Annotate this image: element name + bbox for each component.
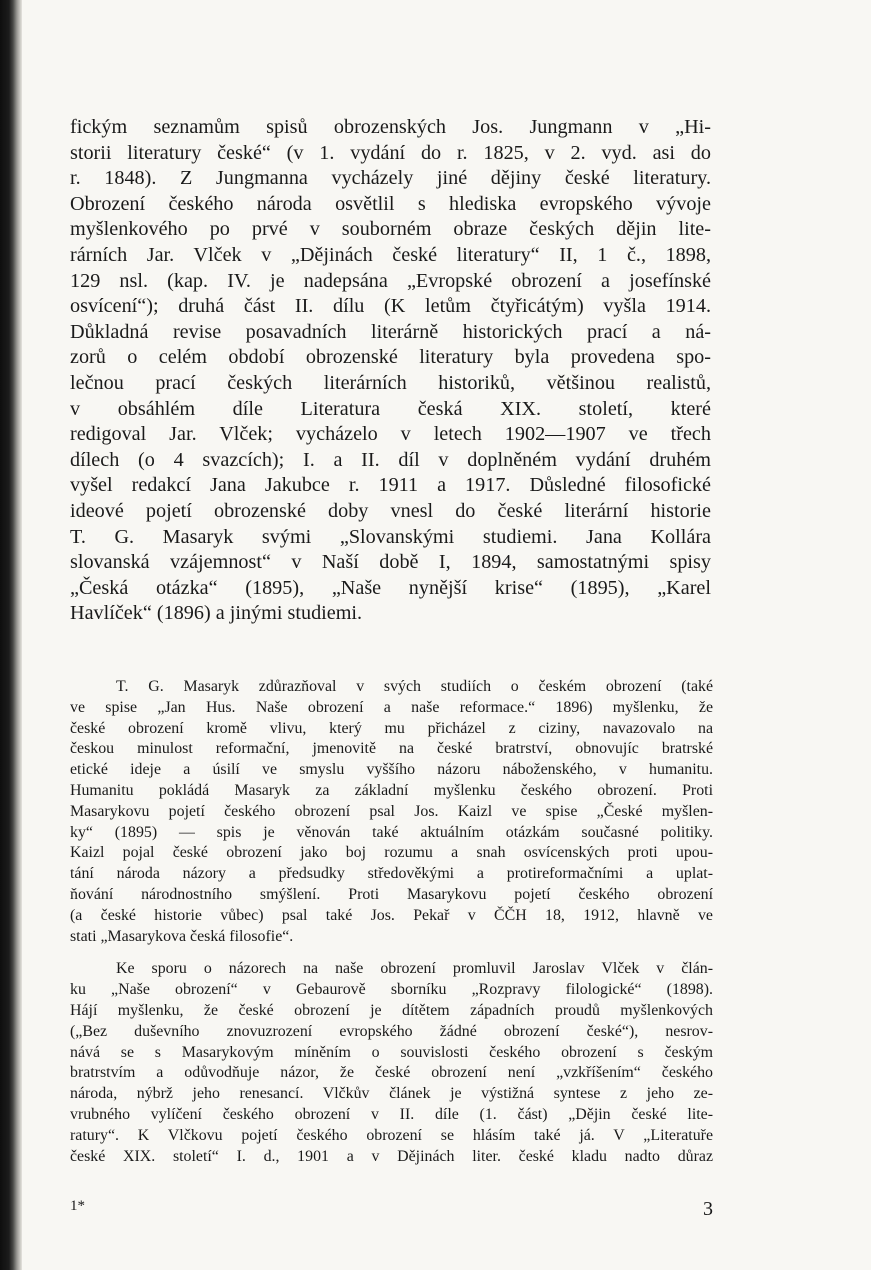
signature-mark: 1* (70, 1198, 85, 1214)
note-line: stati „Masarykova česká filosofie“. (70, 927, 294, 945)
note-line: (a české historie vůbec) psal také Jos. Pekař v ČČH 18, 1912, hlavně ve (70, 906, 713, 924)
note-line: ňování národnostního smýšlení. Proti Masarykovu pojetí českého obrození (70, 885, 713, 903)
main-line: r. 1848). Z Jungmanna vycházely jiné dějiny české literatury. (70, 167, 711, 190)
main-line: redigoval Jar. Vlček; vycházelo v letech 1902—1907 ve třech (70, 423, 711, 446)
main-line: myšlenkového po prvé v souborném obraze českých dějin lite- (70, 218, 711, 241)
note-line: Masarykovu pojetí českého obrození psal Jos. Kaizl ve spise „České myšlen- (70, 802, 713, 820)
main-line: Havlíček“ (1896) a jinými studiemi. (70, 602, 363, 625)
paragraph-gap (70, 947, 713, 959)
main-line: lečnou prací českých literárních historiků, většinou realistů, (70, 371, 711, 394)
main-line: vyšel redakcí Jana Jakubce r. 1911 a 1917. Důsledné filosofické (70, 474, 711, 497)
page-number: 3 (703, 1198, 713, 1220)
note-line: nává se s Masarykovým míněním o souvislosti českého obrození s českým (70, 1043, 713, 1061)
notes-text (70, 677, 713, 1167)
note-line: ratury“. K Vlčkovu pojetí českého obrození se hlásím také já. V „Literatuře (70, 1126, 713, 1144)
note-line: Ke sporu o názorech na naše obrození promluvil Jaroslav Vlček v člán- (116, 960, 713, 978)
main-line: storii literatury české“ (v 1. vydání do r. 1825, v 2. vyd. asi do (70, 141, 711, 164)
note-line: tání národa názory a předsudky středověkými a protireformačními a uplat- (70, 865, 713, 883)
note-line: Hájí myšlenku, že české obrození je dítětem západních proudů myšlenkových (70, 1001, 713, 1019)
main-line: rárních Jar. Vlček v „Dějinách české literatury“ II, 1 č., 1898, (70, 243, 711, 266)
note-line: T. G. Masaryk zdůrazňoval v svých studiích o českém obrození (také (116, 678, 713, 695)
main-line: 129 nsl. (kap. IV. je nadepsána „Evropské obrození a josefínské (70, 269, 711, 292)
main-line: ideové pojetí obrozenské doby vnesl do české literární historie (70, 499, 711, 522)
note-line: české XIX. století“ I. d., 1901 a v Dějinách liter. české kladu nadto důraz (70, 1147, 713, 1165)
note-line: Kaizl pojal české obrození jako boj rozumu a snah osvícenských proti upou- (70, 844, 713, 862)
binding-shadow (0, 0, 22, 1270)
note-line: českou minulost reformační, jmenovitě na české bratrství, obnovujíc bratrské (70, 740, 713, 758)
main-text (70, 115, 711, 627)
note-line: ky“ (1895) — spis je věnován také aktuálním otázkám současné politiky. (70, 823, 713, 841)
note-line: ve spise „Jan Hus. Naše obrození a naše reformace.“ 1896) myšlenku, že (70, 698, 713, 716)
note-line: ku „Naše obrození“ v Gebaurově sborníku „Rozpravy filologické“ (1898). (70, 981, 713, 999)
note-line: vrubného vylíčení českého obrození v II. díle (1. část) „Dějin české lite- (70, 1105, 713, 1123)
main-line: v obsáhlém díle Literatura česká XIX. století, které (70, 397, 711, 420)
main-line: zorů o celém období obrozenské literatury byla provedena spo- (70, 346, 711, 369)
main-line: fickým seznamům spisů obrozenských Jos. Jungmann v „Hi- (70, 116, 711, 138)
note-line: („Bez duševního znovuzrození evropského žádné obrození české“), nesrov- (70, 1022, 713, 1040)
note-line: české obrození kromě vlivu, který mu přicházel z ciziny, navazovalo na (70, 719, 713, 737)
main-line: Důkladná revise posavadních literárně historických prací a ná- (70, 320, 711, 343)
main-line: „Česká otázka“ (1895), „Naše nynější krise“ (1895), „Karel (70, 576, 711, 599)
main-line: dílech (o 4 svazcích); I. a II. díl v doplněném vydání druhém (70, 448, 711, 471)
note-line: Humanitu pokládá Masaryk za základní myšlenku českého obrození. Proti (70, 781, 713, 799)
main-line: osvícení“); druhá část II. dílu (K letům čtyřicátým) vyšla 1914. (70, 295, 711, 318)
main-line: slovanská vzájemnost“ v Naší době I, 1894, samostatnými spisy (70, 551, 711, 574)
main-line: Obrození českého národa osvětlil s hlediska evropského vývoje (70, 192, 711, 215)
note-line: národa, nýbrž jeho renesancí. Vlčkův článek je výstižná syntese z jeho ze- (70, 1085, 713, 1103)
note-line: etické ideje a úsilí ve smyslu vyššího názoru náboženského, v humanitu. (70, 761, 713, 779)
note-line: bratrstvím a odůvodňuje názor, že české obrození není „vzkříšením“ českého (70, 1064, 713, 1082)
main-line: T. G. Masaryk svými „Slovanskými studiemi. Jana Kollára (70, 525, 711, 548)
